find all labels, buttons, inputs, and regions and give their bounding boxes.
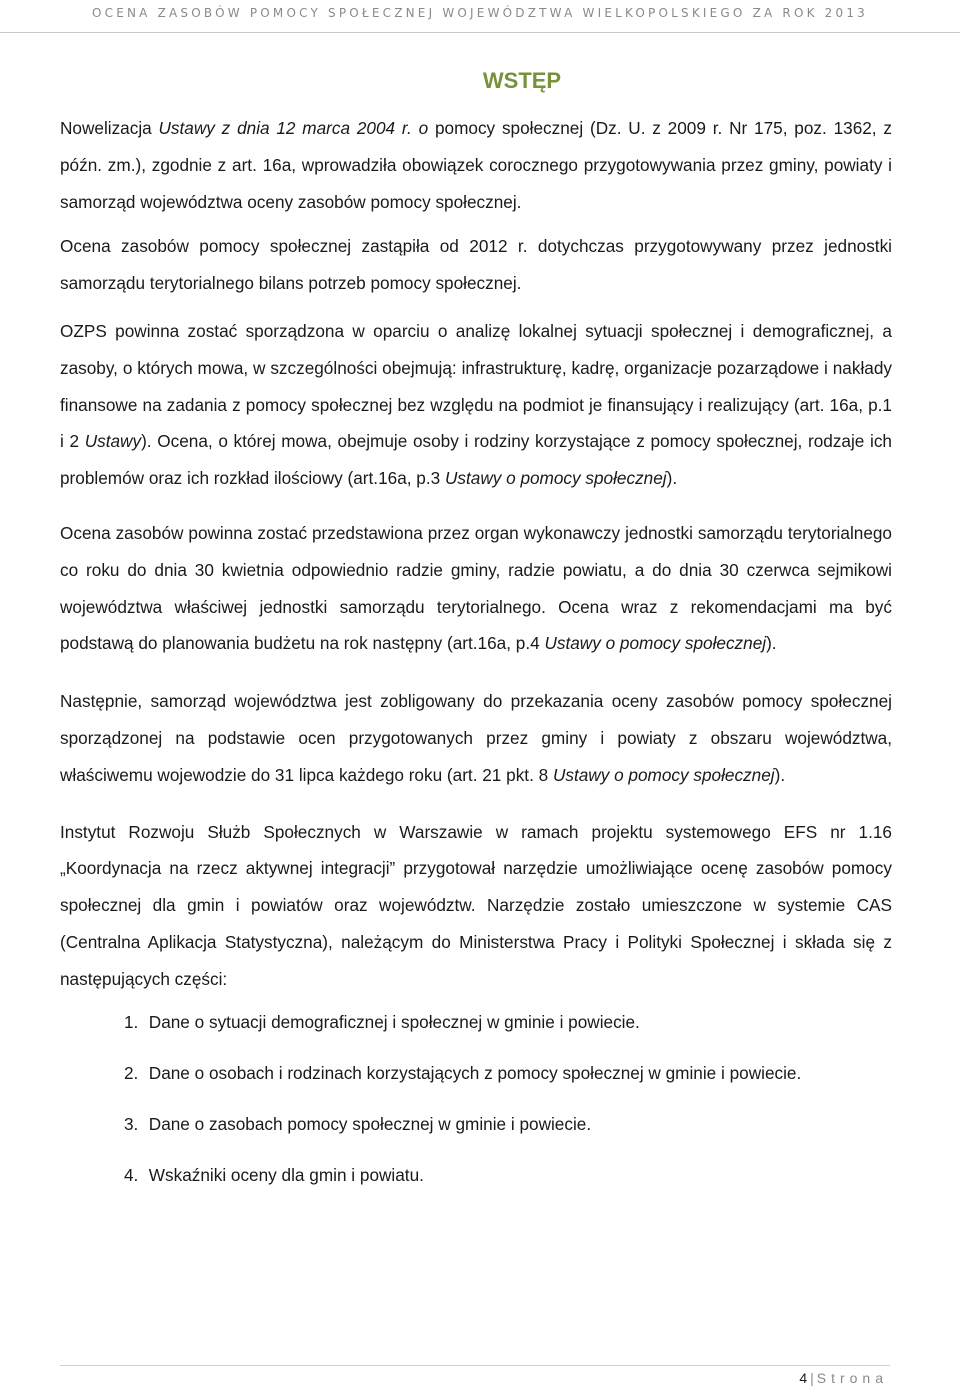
p4-text-c: ).: [766, 633, 777, 654]
p1-text-d: (Dz. U. z 2009 r. Nr 175, poz. 1362, z późn. zm.), zgodnie z art. 16a, wprowadziła obowiązek corocznego przygotowywania przez gminy, powiaty i samorząd województwa oceny zasobów pomocy społecznej.: [60, 118, 892, 212]
list-item-number: 3.: [124, 1113, 139, 1134]
p5-text-italic: Ustawy o pomocy społecznej: [552, 764, 775, 785]
list-item-text: Dane o zasobach pomocy społecznej w gminie i powiecie.: [148, 1113, 592, 1134]
list-item: [124, 1004, 892, 1055]
running-header-text: OCENA ZASOBÓW POMOCY SPOŁECZNEJ WOJEWÓDZTWA WIELKOPOLSKIEGO ZA ROK 2013: [91, 6, 869, 20]
list-item: [124, 1055, 892, 1106]
list-item-text: Dane o osobach i rodzinach korzystających z pomocy społecznej w gminie i powiecie.: [148, 1062, 802, 1083]
p4-text-a: Ocena zasobów powinna zostać przedstawiona przez organ wykonawczy jednostki samorządu terytorialnego co roku do dnia 30 kwietnia odpowiednio radzie gminy, radzie powiatu, a do dnia 30 czerwca sejmikowi województwa właściwej jednostki samorządu terytorialnego. Ocena wraz z rekomendacjami ma być podstawą do planowania budżetu na rok następny (art.16a, p.4: [60, 522, 892, 654]
list-item-number: 4.: [124, 1164, 139, 1185]
list-item-text: Wskaźniki oceny dla gmin i powiatu.: [148, 1164, 424, 1185]
list-item-text: Dane o sytuacji demograficznej i społecznej w gminie i powiecie.: [148, 1011, 640, 1032]
p3-text-c: ). Ocena, o której mowa, obejmuje osoby i rodziny korzystające z pomocy społecznej, rodzaje ich problemów oraz ich rozkład ilościowy (art.16a, p.3: [60, 431, 892, 489]
page-number: 4: [799, 1370, 808, 1386]
p1-text-c: pomocy społecznej: [428, 118, 584, 138]
page-title: WSTĘP: [482, 68, 562, 93]
list-item-number: 1.: [124, 1011, 139, 1032]
p3-text-italic-b: Ustawy: [84, 431, 142, 452]
list-item-number: 2.: [124, 1062, 139, 1083]
footer-separator: |: [810, 1370, 814, 1386]
p5-text-a: Następnie, samorząd województwa jest zobligowany do przekazania oceny zasobów pomocy społecznej sporządzonej na podstawie ocen przygotowanych przez gminy i powiaty z obszaru województwa, właściwemu wojewodzie do 31 lipca każdego roku (art. 21 pkt. 8: [60, 691, 892, 785]
footer-page-label: Strona: [816, 1370, 888, 1386]
p5-text-c: ).: [774, 764, 786, 785]
paragraph-replacement: Ocena zasobów pomocy społecznej zastąpiła od 2012 r. dotychczas przygotowywany przez jednostki samorządu terytorialnego bilans potrzeb pomocy społecznej.: [60, 236, 892, 294]
list-item: [124, 1157, 892, 1208]
running-header: [0, 0, 960, 33]
p1-text-a: Nowelizacja: [60, 118, 159, 138]
main-content: [60, 110, 892, 1208]
p3-text-e: ).: [666, 468, 678, 489]
parts-list: [60, 1004, 892, 1208]
footer-divider: [60, 1365, 890, 1366]
page-footer: [799, 1370, 888, 1386]
paragraph-deadline: [60, 515, 892, 662]
p4-text-italic: Ustawy o pomocy społecznej: [544, 633, 767, 654]
p1-text-italic: Ustawy z dnia 12 marca 2004 r. o: [158, 118, 429, 138]
p3-text-a: OZPS powinna zostać sporządzona w oparciu o analizę lokalnej sytuacji społecznej i demograficznej, a zasoby, o których mowa, w szczególności obejmują: infrastrukturę, kadrę, organizacje pozarządowe i nakłady finansowe na zadania z pomocy społecznej bez względu na podmiot je finansujący i realizujący (art. 16a, p.1 i 2: [60, 320, 892, 452]
list-item: [124, 1106, 892, 1157]
paragraph-voivode: [60, 683, 892, 793]
paragraph-ozps: [60, 313, 892, 497]
p3-text-italic-d: Ustawy o pomocy społecznej: [444, 468, 667, 489]
paragraph-institute: Instytut Rozwoju Służb Społecznych w Warszawie w ramach projektu systemowego EFS nr 1.16 „Koordynacja na rzecz aktywnej integracji” przygotował narzędzie umożliwiające ocenę zasobów pomocy społecznej dla gmin i powiatów oraz województw. Narzędzie zostało umieszczone w systemie CAS (Centralna Aplikacja Statystyczna), należącym do Ministerstwa Pracy i Polityki Społecznej i składa się z następujących części:: [60, 821, 892, 989]
paragraph-intro: [60, 110, 892, 220]
